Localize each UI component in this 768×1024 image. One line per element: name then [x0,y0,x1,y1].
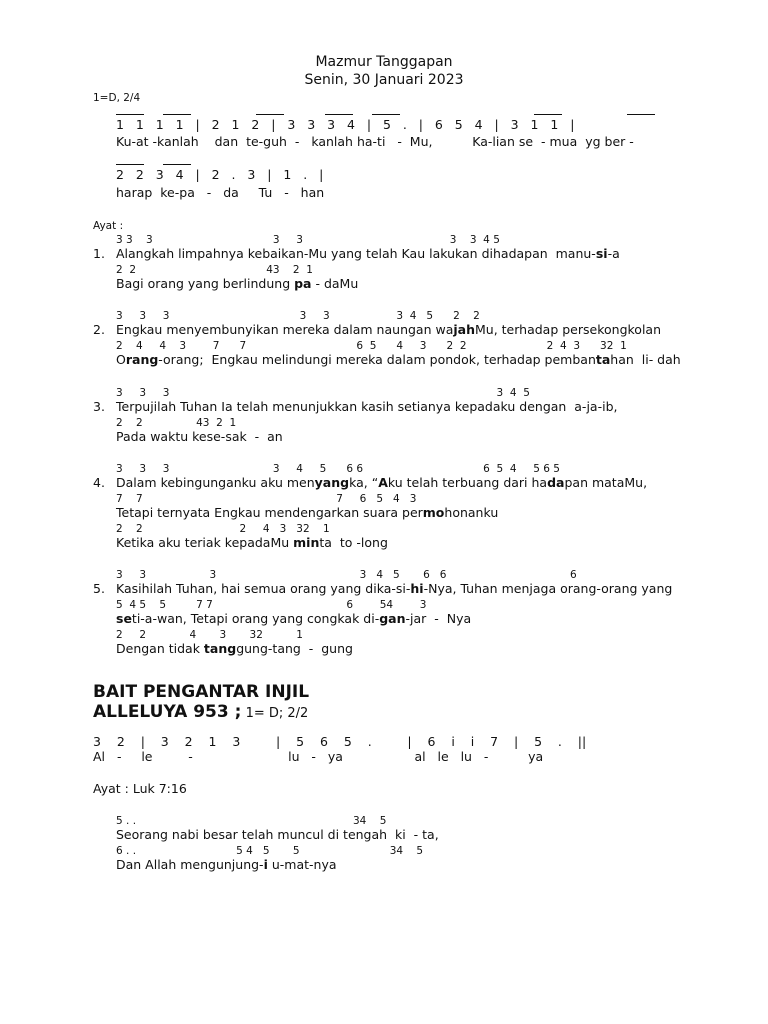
beam-line [116,114,144,115]
verse-lyrics: Orang-orang; Engkau melindungi mereka dalam pondok, terhadap pembantahan li- dah [116,352,681,367]
page-title: Mazmur Tanggapan [315,54,453,70]
verse-notes: 5 4 5 5 7 7 6 54 3 [116,599,427,611]
verse-lyrics: Ketika aku teriak kepadaMu minta to -long [116,535,388,550]
verse-number: 5. [93,581,105,596]
verse-lyrics: Bagi orang yang berlindung pa - daMu [116,276,359,291]
verse-lyrics: seti-a-wan, Tetapi orang yang congkak di-gan-jar - Nya [116,611,472,626]
beam-line [627,114,655,115]
verse-lyrics: Alangkah limpahnya kebaikan-Mu yang telah Kau lakukan dihadapan manu-si-a [116,246,620,261]
alleluya-notes: 3 2 | 3 2 1 3 | 5 6 5 . | 6 i i 7 | 5 . || [93,734,587,749]
verse-notes: 2 2 4 3 32 1 [116,629,303,641]
beam-line [163,114,191,115]
refrain-notes-line2: 2 2 3 4 | 2 . 3 | 1 . | [116,167,324,182]
refrain-lyrics-line1: Ku-at -kanlah dan te-guh - kanlah ha-ti - Mu, Ka-lian se - mua yg ber - [116,134,634,149]
page-date: Senin, 30 Januari 2023 [304,72,464,88]
bait-ayat-label: Ayat : Luk 7:16 [93,781,187,796]
verse-lyrics: Engkau menyembunyikan mereka dalam naungan wajahMu, terhadap persekongkolan [116,322,662,337]
verse-lyrics: Terpujilah Tuhan Ia telah menunjukkan kasih setianya kepadaku dengan a-ja-ib, [116,399,618,414]
verse-notes: 3 3 3 3 3 3 4 5 2 2 [116,310,480,322]
ayat-label: Ayat : [93,220,124,232]
verse-notes: 7 7 7 6 5 4 3 [116,493,417,505]
bait-notes: 6 . . 5 4 5 5 34 5 [116,845,424,857]
verse-lyrics: Dalam kebingunganku aku menyangka, “Aku telah terbuang dari hadapan mataMu, [116,475,648,490]
alleluya-lyrics: Al - le - lu - ya al le lu - ya [93,749,544,764]
verse-number: 2. [93,322,105,337]
verse-notes: 3 3 3 3 3 3 3 4 5 [116,234,500,246]
verse-notes: 3 3 3 3 4 5 6 6 6 [116,569,577,581]
verse-lyrics: Pada waktu kese-sak - an [116,429,283,444]
beam-line [325,114,353,115]
bait-lyrics: Dan Allah mengunjung-i u-mat-nya [116,857,337,872]
verse-lyrics: Kasihilah Tuhan, hai semua orang yang dika-si-hi-Nya, Tuhan menjaga orang-orang yang [116,581,673,596]
verse-number: 3. [93,399,105,414]
refrain-notes-line1: 1 1 1 1 | 2 1 2 | 3 3 3 4 | 5 . | 6 5 4 | 3 1 1 | [116,117,575,132]
beam-line [116,164,144,165]
section-heading: BAIT PENGANTAR INJIL [93,682,310,702]
section-subheading: ALLELUYA 953 ; 1= D; 2/2 [93,702,309,722]
verse-number: 1. [93,246,105,261]
verse-notes: 2 2 2 4 3 32 1 [116,523,330,535]
verse-number: 4. [93,475,105,490]
verse-notes: 2 4 4 3 7 7 6 5 4 3 2 2 2 4 3 32 1 [116,340,627,352]
verse-notes: 2 2 43 2 1 [116,264,313,276]
key-signature: 1=D, 2/4 [93,92,141,104]
verse-notes: 3 3 3 3 4 5 [116,387,530,399]
refrain-lyrics-line2: harap ke-pa - da Tu - han [116,185,325,200]
verse-notes: 3 3 3 3 4 5 6 6 6 5 4 5 6 5 [116,463,560,475]
verse-lyrics: Tetapi ternyata Engkau mendengarkan suara permohonanku [116,505,499,520]
beam-line [534,114,562,115]
verse-lyrics: Dengan tidak tanggung-tang - gung [116,641,353,656]
beam-line [256,114,284,115]
bait-lyrics: Seorang nabi besar telah muncul di tengah ki - ta, [116,827,439,842]
beam-line [163,164,191,165]
beam-line [372,114,400,115]
verse-notes: 2 2 43 2 1 [116,417,237,429]
bait-notes: 5 . . 34 5 [116,815,387,827]
